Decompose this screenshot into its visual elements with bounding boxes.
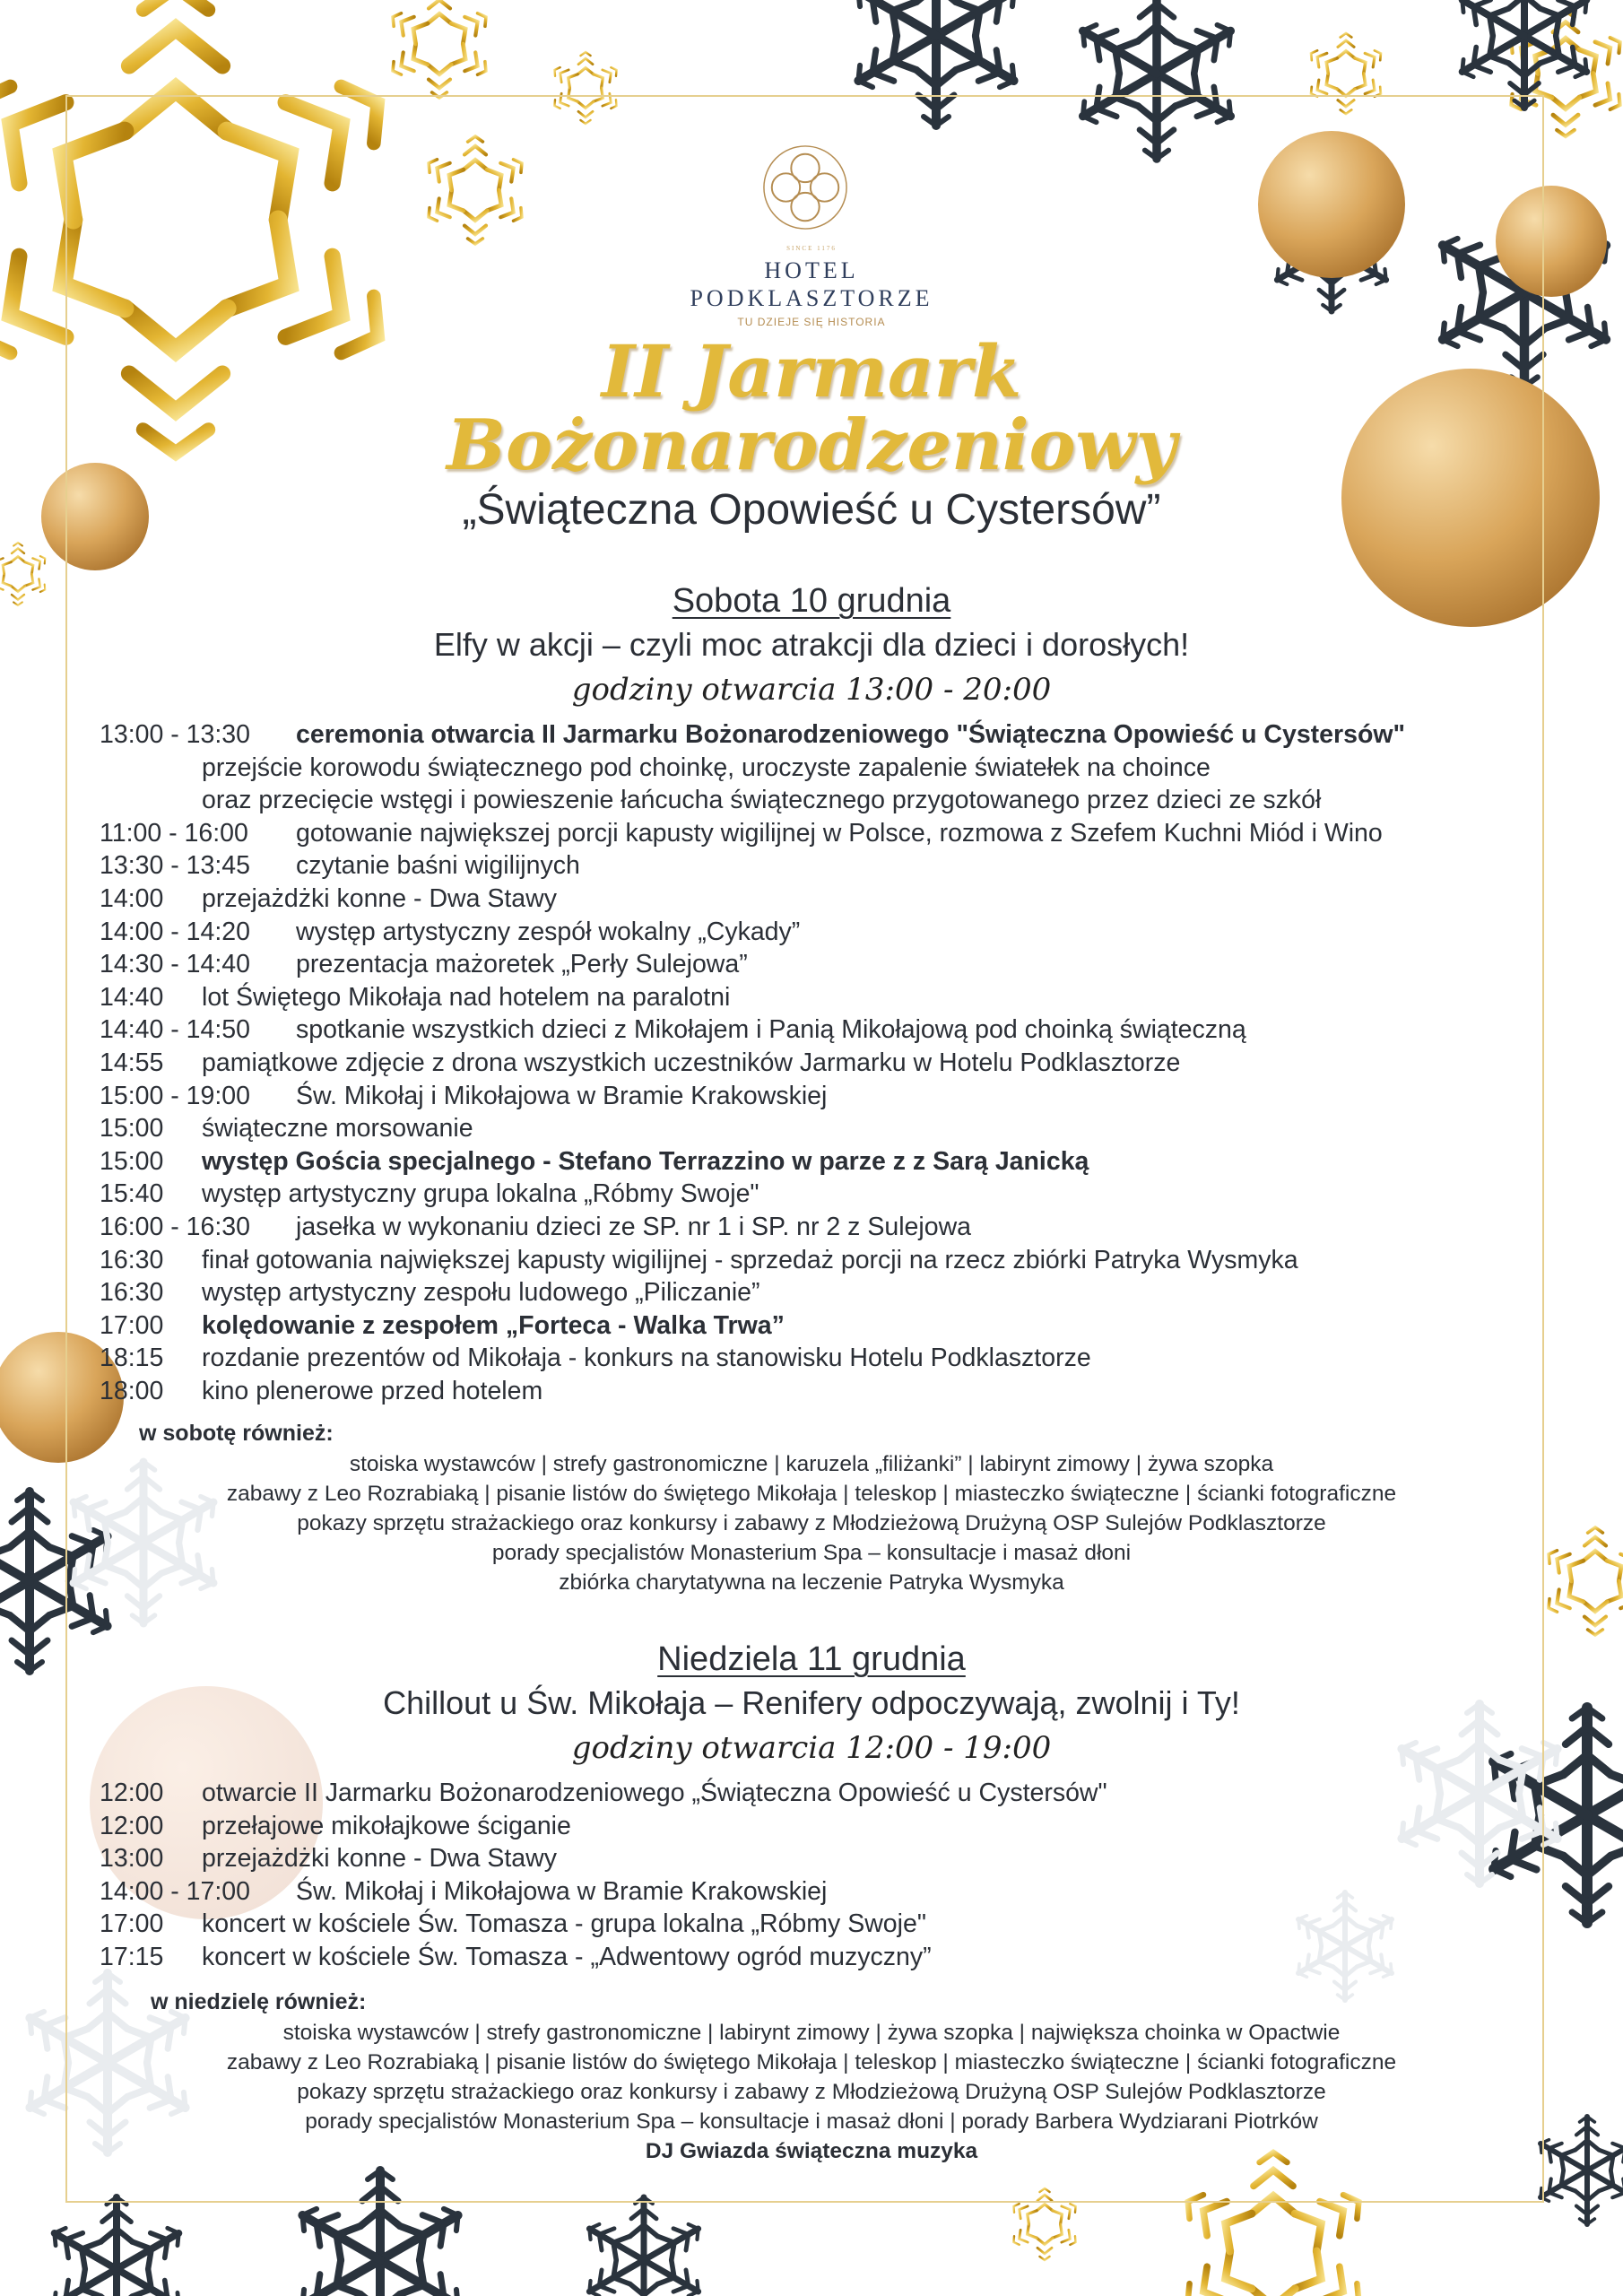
schedule-event: występ artystyczny grupa lokalna „Róbmy Swoje" xyxy=(202,1179,759,1209)
schedule-time: 16:30 xyxy=(100,1278,164,1308)
schedule-row xyxy=(100,1047,1534,1080)
schedule-row xyxy=(100,1276,1534,1309)
schedule-row xyxy=(100,1777,1534,1810)
logo-since: SINCE 1176 xyxy=(786,245,837,252)
schedule-event: jasełka w wykonaniu dzieci ze SP. nr 1 i SP. nr 2 z Sulejowa xyxy=(296,1212,972,1241)
saturday-heading: Sobota 10 grudnia xyxy=(672,582,951,620)
schedule-time: 14:55 xyxy=(100,1048,164,1077)
also-attractions-line: zabawy z Leo Rozrabiaką | pisanie listów do świętego Mikołaja | teleskop | miasteczko świąteczne | ścianki fotograficzne xyxy=(226,2050,1397,2074)
schedule-time: 15:40 xyxy=(100,1179,164,1209)
sunday-hours: godziny otwarcia 12:00 - 19:00 xyxy=(571,1730,1052,1766)
schedule-row xyxy=(100,981,1534,1014)
schedule-row xyxy=(100,1342,1534,1375)
schedule-event: Św. Mikołaj i Mikołajowa w Bramie Krakowskiej xyxy=(296,1876,828,1906)
schedule-time: 15:00 xyxy=(100,1114,164,1144)
schedule-row xyxy=(100,948,1534,981)
schedule-event: spotkanie wszystkich dzieci z Mikołajem i Panią Mikołajową pod choinką świąteczną xyxy=(296,1015,1246,1045)
schedule-row xyxy=(100,817,1534,850)
schedule-event: koncert w kościele Św. Tomasza - „Adwentowy ogród muzyczny” xyxy=(202,1942,932,1971)
subtitle: „Świąteczna Opowieść u Cystersów” xyxy=(462,486,1161,534)
schedule-event: Św. Mikołaj i Mikołajowa w Bramie Krakowskiej xyxy=(296,1081,828,1110)
schedule-time: 14:00 - 14:20 xyxy=(100,917,250,946)
schedule-event: finał gotowania największej kapusty wigilijnej - sprzedaż porcji na rzecz zbiórki Patryka Wysmyka xyxy=(202,1245,1298,1274)
schedule-time: 18:15 xyxy=(100,1344,164,1373)
schedule-row xyxy=(100,1145,1534,1178)
schedule-event: przejażdżki konne - Dwa Stawy xyxy=(202,1844,557,1874)
logo-hotel: HOTEL xyxy=(764,257,859,283)
schedule-event: występ artystyczny zespół wokalny „Cykady” xyxy=(296,917,801,946)
hotel-knot-emblem-icon xyxy=(761,144,849,231)
schedule-event: koncert w kościele Św. Tomasza - grupa lokalna „Róbmy Swoje" xyxy=(202,1909,926,1939)
schedule-row xyxy=(100,1875,1534,1909)
schedule-event: rozdanie prezentów od Mikołaja - konkurs na stanowisku Hotelu Podklasztorze xyxy=(202,1344,1091,1373)
schedule-event: występ Gościa specjalnego - Stefano Terrazzino w parze z z Sarą Janicką xyxy=(202,1146,1089,1176)
schedule-time: 15:00 xyxy=(100,1146,164,1176)
sunday-motto: Chillout u Św. Mikołaja – Renifery odpoczywają, zwolnij i Ty! xyxy=(383,1684,1240,1721)
schedule-event: lot Świętego Mikołaja nad hotelem na paralotni xyxy=(202,982,731,1012)
schedule-time: 12:00 xyxy=(100,1811,164,1840)
also-attractions-line: pokazy sprzętu strażackiego oraz konkursy i zabawy z Młodzieżową Drużyną OSP Sulejów Podklasztorze xyxy=(297,1511,1326,1535)
saturday-hours: godziny otwarcia 13:00 - 20:00 xyxy=(571,672,1052,708)
schedule-time: 16:30 xyxy=(100,1245,164,1274)
schedule-row xyxy=(100,1178,1534,1211)
schedule-row xyxy=(100,1810,1534,1843)
schedule-time: 17:15 xyxy=(100,1942,164,1971)
schedule-row xyxy=(100,784,1534,817)
title-line2: Bożonarodzeniowy xyxy=(447,404,1176,486)
schedule-time: 12:00 xyxy=(100,1779,164,1807)
schedule-row xyxy=(100,1309,1534,1343)
schedule-time: 18:00 xyxy=(100,1376,164,1405)
schedule-time: 14:40 xyxy=(100,982,164,1012)
schedule-row xyxy=(100,849,1534,883)
schedule-event: kino plenerowe przed hotelem xyxy=(202,1376,543,1405)
schedule-row xyxy=(100,718,1534,752)
schedule-event: oraz przecięcie wstęgi i powieszenie łańcucha świątecznego przygotowanego przez dzieci ze szkół xyxy=(202,786,1322,815)
saturday-also-list xyxy=(0,1449,1623,1597)
also-attractions-line: pokazy sprzętu strażackiego oraz konkursy i zabawy z Młodzieżową Drużyną OSP Sulejów Podklasztorze xyxy=(297,2080,1326,2104)
schedule-time: 14:30 - 14:40 xyxy=(100,950,250,979)
schedule-time: 13:00 xyxy=(100,1844,164,1874)
schedule-event: kolędowanie z zespołem „Forteca - Walka Trwa” xyxy=(202,1310,785,1340)
logo-podklasztorze: PODKLASZTORZE xyxy=(690,285,933,311)
also-attractions-line: DJ Gwiazda świąteczna muzyka xyxy=(645,2139,978,2163)
schedule-time: 14:40 - 14:50 xyxy=(100,1015,250,1045)
schedule-time: 14:00 xyxy=(100,883,164,913)
schedule-row xyxy=(100,1112,1534,1145)
schedule-time: 15:00 - 19:00 xyxy=(100,1081,250,1110)
also-attractions-line: porady specjalistów Monasterium Spa – konsultacje i masaż dłoni xyxy=(491,1541,1132,1565)
schedule-row xyxy=(100,1211,1534,1244)
title-line1: II Jarmark xyxy=(601,329,1022,413)
schedule-time: 13:30 - 13:45 xyxy=(100,851,250,881)
saturday-also-heading: w sobotę również: xyxy=(139,1421,334,1446)
schedule-event: przejażdżki konne - Dwa Stawy xyxy=(202,883,557,913)
schedule-event: przejście korowodu świątecznego pod choinkę, uroczyste zapalenie światełek na choince xyxy=(202,752,1211,782)
schedule-time: 17:00 xyxy=(100,1310,164,1340)
also-attractions-line: porady specjalistów Monasterium Spa – konsultacje i masaż dłoni | porady Barbera Wydziarani Piotrków xyxy=(305,2109,1318,2134)
schedule-row xyxy=(100,1375,1534,1408)
also-attractions-line: zabawy z Leo Rozrabiaką | pisanie listów do świętego Mikołaja | teleskop | miasteczko świąteczne | ścianki fotograficzne xyxy=(226,1482,1397,1506)
schedule-row xyxy=(100,1908,1534,1941)
schedule-event: gotowanie największej porcji kapusty wigilijnej w Polsce, rozmowa z Szefem Kuchni Miód i Wino xyxy=(296,818,1383,848)
schedule-time: 11:00 - 16:00 xyxy=(100,818,248,848)
also-attractions-line: zbiórka charytatywna na leczenie Patryka Wysmyka xyxy=(559,1570,1064,1595)
schedule-event: ceremonia otwarcia II Jarmarku Bożonarodzeniowego "Świąteczna Opowieść u Cystersów" xyxy=(296,720,1406,749)
sunday-also-list xyxy=(0,2018,1623,2166)
logo-tagline: TU DZIEJE SIĘ HISTORIA xyxy=(737,316,886,328)
also-attractions-line: stoiska wystawców | strefy gastronomiczne | karuzela „filiżanki” | labirynt zimowy | żywa szopka xyxy=(349,1452,1274,1476)
saturday-schedule xyxy=(100,718,1534,1407)
schedule-event: prezentacja mażoretek „Perły Sulejowa” xyxy=(296,950,748,979)
schedule-event: występ artystyczny zespołu ludowego „Piliczanie” xyxy=(202,1278,760,1308)
schedule-time: 16:00 - 16:30 xyxy=(100,1212,250,1241)
schedule-event: świąteczne morsowanie xyxy=(202,1114,473,1144)
sunday-heading: Niedziela 11 grudnia xyxy=(657,1640,966,1678)
schedule-row xyxy=(100,916,1534,949)
schedule-row xyxy=(100,1941,1534,1974)
schedule-row xyxy=(100,1244,1534,1277)
schedule-row xyxy=(100,883,1534,916)
schedule-event: otwarcie II Jarmarku Bożonarodzeniowego „Świąteczna Opowieść u Cystersów" xyxy=(202,1779,1107,1807)
schedule-event: pamiątkowe zdjęcie z drona wszystkich uczestników Jarmarku w Hotelu Podklasztorze xyxy=(202,1048,1181,1077)
also-attractions-line: stoiska wystawców | strefy gastronomiczne | labirynt zimowy | żywa szopka | największa choinka w Opactwie xyxy=(282,2021,1341,2045)
schedule-time: 13:00 - 13:30 xyxy=(100,720,250,749)
schedule-row xyxy=(100,1080,1534,1113)
schedule-row xyxy=(100,1842,1534,1875)
schedule-event: czytanie baśni wigilijnych xyxy=(296,851,580,881)
schedule-time: 17:00 xyxy=(100,1909,164,1939)
schedule-time: 14:00 - 17:00 xyxy=(100,1876,250,1906)
schedule-event: przełajowe mikołajkowe ściganie xyxy=(202,1811,571,1840)
schedule-row xyxy=(100,752,1534,785)
schedule-row xyxy=(100,1013,1534,1047)
saturday-motto: Elfy w akcji – czyli moc atrakcji dla dzieci i dorosłych! xyxy=(433,626,1190,663)
sunday-schedule xyxy=(100,1777,1534,1974)
sunday-also-heading: w niedzielę również: xyxy=(151,1989,367,2014)
